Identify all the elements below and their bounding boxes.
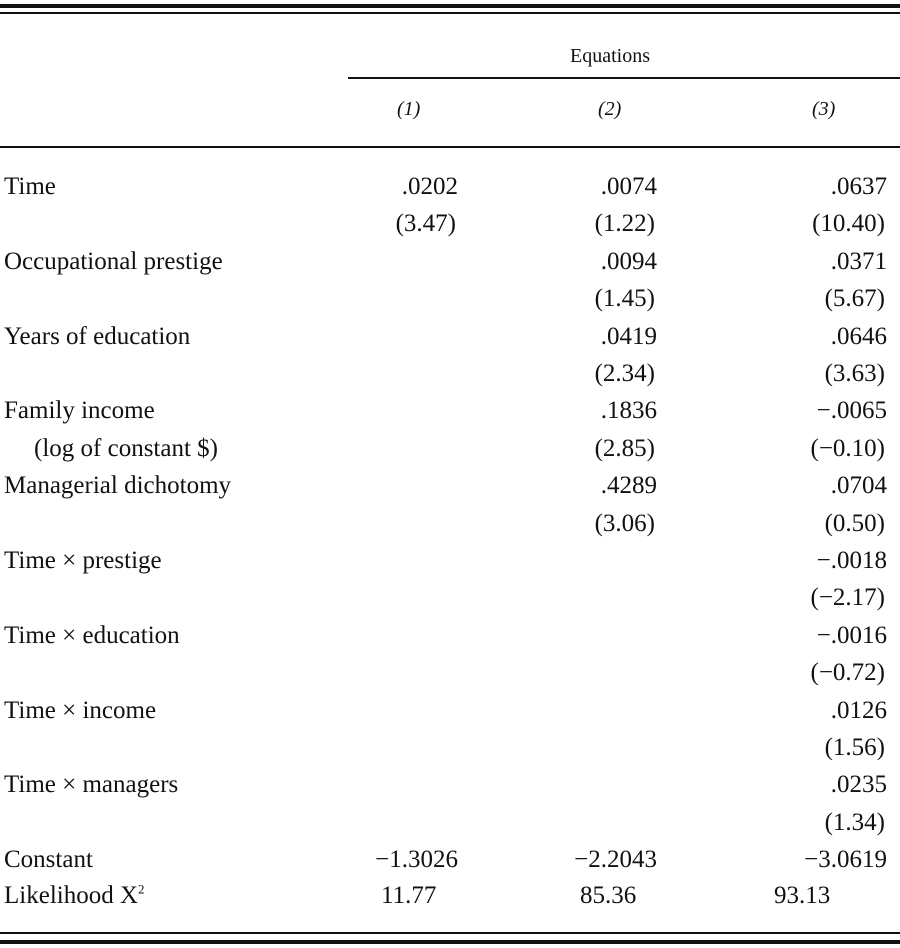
row-label: Time × income	[4, 696, 157, 724]
coefficient-cell: .1836	[600, 397, 657, 425]
column-header-1: (1)	[397, 98, 421, 120]
column-header-3: (3)	[812, 98, 836, 120]
equations-underline	[348, 77, 900, 79]
footer-value-cell: −2.2043	[574, 846, 657, 874]
tstat-cell: (5.67)	[824, 285, 885, 313]
coefficient-cell: −.0065	[816, 397, 887, 425]
bottom-rule-thin	[0, 932, 900, 934]
footer-label-text: Likelihood X	[4, 881, 139, 909]
footer-value-cell: 93.13	[774, 881, 831, 909]
coefficient-cell: −.0018	[816, 547, 887, 574]
coefficient-cell: .0202	[401, 173, 458, 200]
tstat-cell: (2.34)	[594, 360, 655, 387]
tstat-cell: (1.56)	[824, 734, 885, 761]
footer-label	[4, 845, 93, 875]
tstat-cell: (0.50)	[824, 509, 885, 537]
tstat-cell: (2.85)	[594, 434, 655, 462]
footer-value-cell: −1.3026	[375, 846, 458, 874]
tstat-cell: (−0.10)	[810, 434, 885, 462]
tstat-cell: (1.45)	[594, 285, 655, 313]
row-label: Time × education	[4, 621, 180, 649]
row-sublabel: (log of constant $)	[34, 434, 218, 462]
tstat-cell: (−2.17)	[810, 584, 885, 612]
row-label: Time × prestige	[4, 547, 162, 574]
coefficient-cell: .0126	[830, 696, 887, 724]
footer-label	[4, 881, 145, 911]
tstat-cell: (3.63)	[824, 360, 885, 387]
tstat-cell: (3.06)	[594, 509, 655, 537]
footer-value-cell: −3.0619	[804, 846, 887, 874]
top-rule-thin	[0, 12, 900, 14]
column-header-2: (2)	[598, 98, 622, 120]
row-label: Family income	[4, 397, 155, 425]
row-label: Years of education	[4, 322, 191, 350]
coefficient-cell: −.0016	[816, 621, 887, 649]
coefficient-cell: .0646	[830, 322, 887, 350]
equations-header: Equations	[570, 45, 650, 67]
footer-value-cell: 11.77	[381, 881, 437, 909]
coefficient-cell: .0704	[830, 472, 887, 500]
tstat-cell: (1.22)	[594, 210, 655, 238]
coefficient-cell: .0419	[600, 322, 657, 350]
coefficient-cell: .0074	[600, 173, 657, 200]
top-rule-thick	[0, 4, 900, 8]
row-label: Managerial dichotomy	[4, 472, 232, 500]
coefficient-cell: .0637	[830, 173, 887, 200]
bottom-rule-thick	[0, 940, 900, 944]
header-rule	[0, 146, 900, 148]
tstat-cell: (−0.72)	[810, 659, 885, 687]
tstat-cell: (10.40)	[812, 210, 885, 238]
row-label: Time × managers	[4, 771, 179, 799]
coefficient-cell: .0371	[830, 247, 887, 275]
coefficient-cell: .0094	[600, 247, 657, 275]
coefficient-cell: .4289	[600, 472, 657, 500]
coefficient-cell: .0235	[830, 771, 887, 799]
row-label: Time	[4, 173, 56, 200]
tstat-cell: (1.34)	[824, 808, 885, 836]
row-label: Occupational prestige	[4, 247, 223, 275]
footer-label-text: Constant	[4, 846, 93, 874]
footer-label-superscript: 2	[138, 881, 145, 897]
tstat-cell: (3.47)	[395, 210, 456, 238]
footer-value-cell: 85.36	[580, 881, 637, 909]
